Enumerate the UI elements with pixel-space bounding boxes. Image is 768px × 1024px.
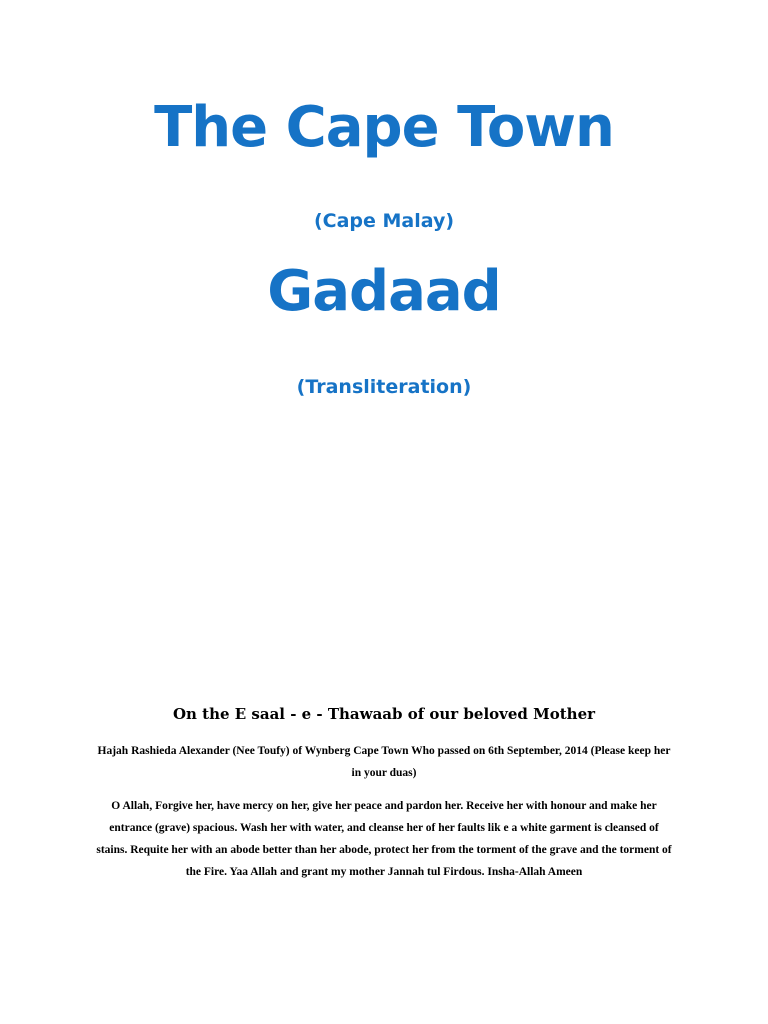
prayer-paragraph: O Allah, Forgive her, have mercy on her, give her peace and pardon her. Receive her with honour and make her entrance (grave) spacious. Wash her with water, and cleanse her of her faults lik e a white garment is cleansed of stains. Requite her with an abode better than her abode, protect her from the torment of the grave and the torment of the Fire. Yaa Allah and grant my mother Jannah tul Firdous. Insha-Allah Ameen (96, 800, 672, 878)
subtitle-cape-malay: (Cape Malay) (313, 210, 455, 232)
dedication-paragraph: Hajah Rashieda Alexander (Nee Toufy) of Wynberg Cape Town Who passed on 6th September, 2014 (Please keep her in your duas) (97, 745, 671, 779)
page-title-secondary: Gadaad (267, 259, 501, 324)
subtitle-transliteration: (Transliteration) (296, 376, 472, 398)
dedication-heading: On the E saal - e - Thawaab of our beloved Mother (172, 705, 596, 723)
page-title: The Cape Town (154, 95, 614, 160)
